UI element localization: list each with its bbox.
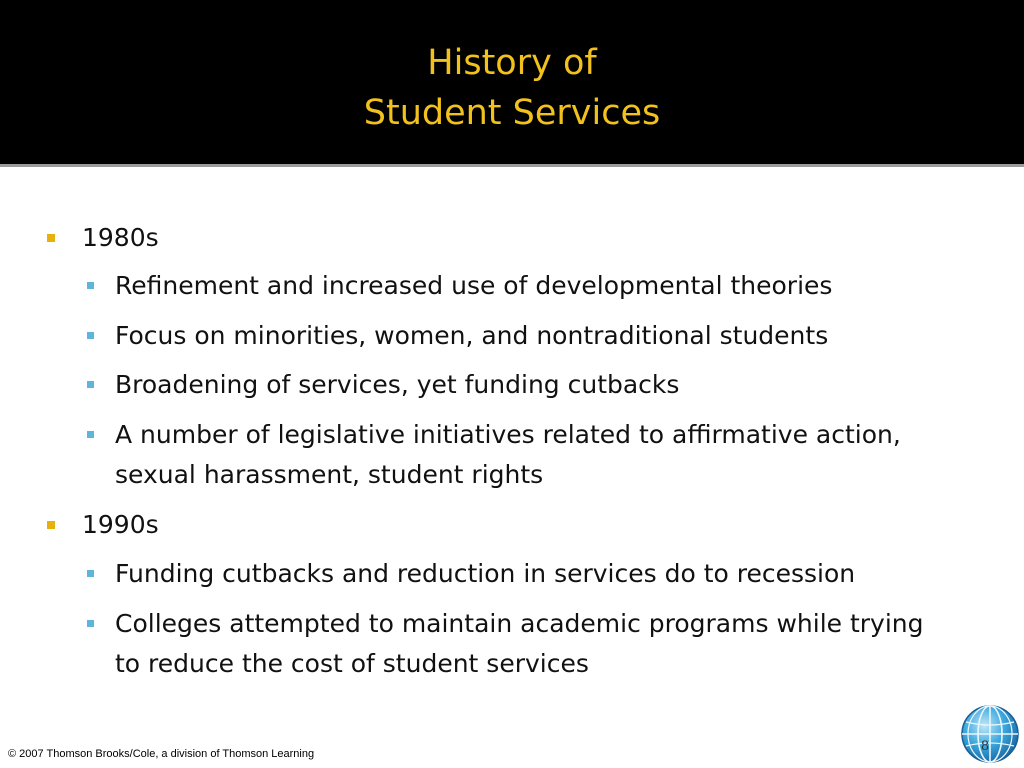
slide-title-line-2: Student Services: [363, 93, 661, 133]
list-item: [115, 604, 955, 684]
section-heading: 1980s: [82, 223, 159, 252]
list-item-text: Broadening of services, yet funding cutbacks: [115, 370, 680, 399]
list-item-1980s: [82, 222, 159, 254]
square-bullet-icon: [47, 234, 55, 242]
square-bullet-icon: [87, 381, 94, 388]
list-item: [115, 316, 955, 356]
list-item: [115, 415, 915, 495]
section-heading: 1990s: [82, 510, 159, 539]
square-bullet-icon: [87, 282, 94, 289]
list-item-text: A number of legislative initiatives related to affirmative action, sexual harassment, student rights: [115, 420, 901, 489]
globe-icon: [960, 704, 1020, 764]
list-item-text: Colleges attempted to maintain academic programs while trying to reduce the cost of student services: [115, 609, 924, 678]
list-item: [115, 554, 955, 594]
slide-content: [0, 167, 1024, 768]
list-item: [115, 266, 955, 306]
list-item-1990s: [82, 509, 159, 541]
slide-title-line-1: History of: [427, 43, 597, 83]
list-item-text: Funding cutbacks and reduction in services do to recession: [115, 559, 856, 588]
list-item-text: Focus on minorities, women, and nontraditional students: [115, 321, 829, 350]
slide-title: [0, 38, 1024, 138]
square-bullet-icon: [87, 620, 94, 627]
square-bullet-icon: [87, 431, 94, 438]
square-bullet-icon: [87, 332, 94, 339]
list-item: [115, 365, 955, 405]
square-bullet-icon: [87, 570, 94, 577]
page-number: 8: [980, 739, 990, 754]
square-bullet-icon: [47, 521, 55, 529]
list-item-text: Refinement and increased use of developmental theories: [115, 271, 833, 300]
copyright-footer: © 2007 Thomson Brooks/Cole, a division of Thomson Learning: [8, 748, 315, 760]
title-bar: [0, 0, 1024, 160]
